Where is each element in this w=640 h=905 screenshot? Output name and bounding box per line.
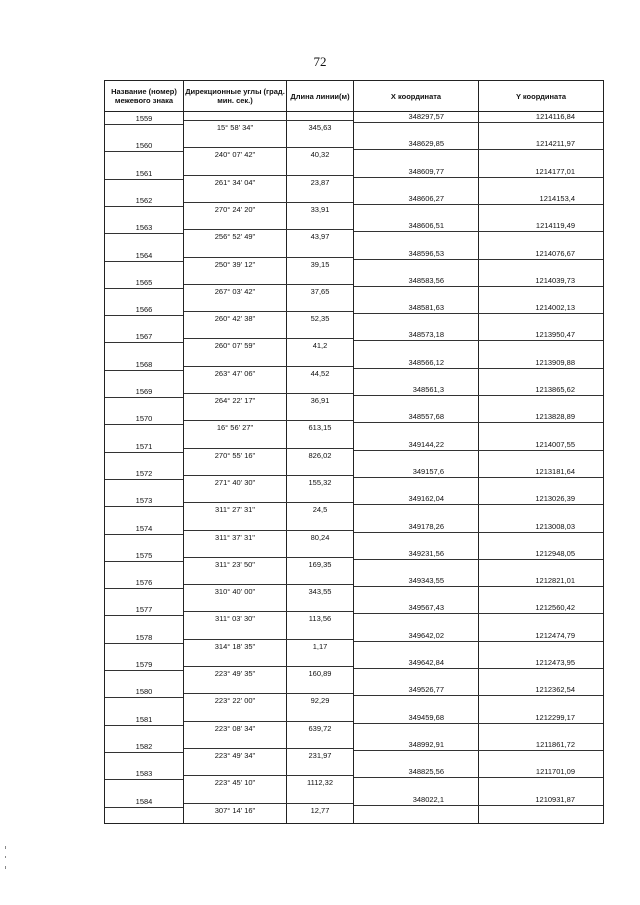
row-divider xyxy=(105,588,183,589)
direction-angle: 223° 45' 10" xyxy=(214,778,256,788)
direction-angle: 240° 07' 42" xyxy=(214,150,256,160)
x-coordinate: 349144,22 xyxy=(408,439,444,449)
row-divider xyxy=(184,202,353,203)
y-coordinate: 1213008,03 xyxy=(535,521,575,531)
point-name: 1571 xyxy=(135,441,153,451)
y-coordinate: 1214007,55 xyxy=(535,439,575,449)
row-divider xyxy=(105,124,183,125)
point-name: 1573 xyxy=(135,496,153,506)
row-divider xyxy=(354,313,603,314)
row-divider xyxy=(184,557,353,558)
row-divider xyxy=(354,559,603,560)
page-number: 72 xyxy=(313,54,327,69)
y-coordinate: 1213950,47 xyxy=(535,330,575,340)
y-coordinate: 1212299,17 xyxy=(535,712,575,722)
y-coordinate: 1214116,84 xyxy=(535,112,575,121)
row-divider xyxy=(105,534,183,535)
x-coordinate: 349642,84 xyxy=(408,658,444,667)
line-length: 33,91 xyxy=(310,204,330,214)
line-length: 43,97 xyxy=(310,232,330,242)
x-coordinate: 348596,53 xyxy=(408,248,444,258)
row-divider xyxy=(105,725,183,726)
line-length: 160,89 xyxy=(308,669,332,678)
direction-angle: 270° 24' 20" xyxy=(214,204,256,214)
row-divider xyxy=(105,697,183,698)
direction-angle: 311° 37' 31" xyxy=(215,532,255,542)
row-divider xyxy=(105,643,183,644)
row-divider xyxy=(354,177,603,178)
row-divider xyxy=(105,424,183,425)
row-divider xyxy=(184,584,353,585)
line-length: 113,56 xyxy=(308,614,332,624)
point-name: 1579 xyxy=(135,660,153,669)
row-divider xyxy=(184,611,353,612)
row-divider xyxy=(354,368,603,369)
row-divider xyxy=(184,502,353,503)
row-divider xyxy=(184,311,353,312)
point-name: 1570 xyxy=(135,414,153,424)
x-coordinate: 349459,68 xyxy=(408,712,444,722)
x-coordinate: 348606,27 xyxy=(408,193,444,203)
point-name: 1562 xyxy=(135,195,153,205)
row-divider xyxy=(354,750,603,751)
y-coordinate: 1213865,62 xyxy=(535,385,575,394)
row-divider xyxy=(184,175,353,176)
row-divider xyxy=(354,695,603,696)
y-coordinate: 1212362,54 xyxy=(535,685,575,695)
line-length: 345,63 xyxy=(308,123,332,132)
header-x-coordinate: X координата xyxy=(390,91,442,101)
point-name: 1577 xyxy=(135,605,153,615)
row-divider xyxy=(354,477,603,478)
y-coordinate: 1214211,97 xyxy=(535,139,575,149)
point-name: 1567 xyxy=(135,332,153,342)
x-coordinate: 348566,12 xyxy=(408,357,444,367)
point-name: 1581 xyxy=(135,714,153,724)
x-coordinate: 348561,3 xyxy=(412,385,444,394)
row-divider xyxy=(105,479,183,480)
line-length: 23,87 xyxy=(310,177,330,187)
point-name: 1583 xyxy=(135,769,153,779)
table-header xyxy=(105,81,603,112)
direction-angle: 223° 49' 35" xyxy=(214,669,256,678)
point-name: 1560 xyxy=(135,141,153,151)
row-divider xyxy=(105,615,183,616)
y-coordinate: 1213181,64 xyxy=(535,466,575,476)
y-coordinate: 1214002,13 xyxy=(535,303,575,313)
y-coordinate: 1214153,4 xyxy=(539,193,575,203)
table-body xyxy=(105,112,603,823)
row-divider xyxy=(184,257,353,258)
y-coordinate: 1212948,05 xyxy=(535,548,575,558)
row-divider xyxy=(184,366,353,367)
x-coordinate: 348825,56 xyxy=(408,767,444,777)
row-divider xyxy=(105,670,183,671)
direction-angle: 223° 49' 34" xyxy=(214,750,256,760)
point-name: 1572 xyxy=(135,468,153,478)
direction-angle: 15° 58' 34" xyxy=(216,123,254,132)
x-coordinate: 349567,43 xyxy=(408,603,444,613)
row-divider xyxy=(105,261,183,262)
x-coordinate: 348297,57 xyxy=(408,112,444,121)
row-divider xyxy=(105,807,183,808)
row-divider xyxy=(354,422,603,423)
x-coordinate: 349642,02 xyxy=(408,630,444,640)
y-coordinate: 1211701,09 xyxy=(535,767,575,777)
row-divider xyxy=(184,666,353,667)
y-coordinate: 1213828,89 xyxy=(535,412,575,422)
scan-mark xyxy=(5,846,6,849)
point-name: 1565 xyxy=(135,277,153,287)
line-length: 36,91 xyxy=(310,396,330,405)
point-name: 1580 xyxy=(135,687,153,697)
header-direction-angle: Дирекционные углы (град. мин. сек.) xyxy=(185,87,285,105)
line-length: 169,35 xyxy=(308,559,332,569)
direction-angle: 311° 23' 50" xyxy=(215,559,255,569)
row-divider xyxy=(354,149,603,150)
row-divider xyxy=(184,775,353,776)
direction-angle: 314° 18' 35" xyxy=(214,641,256,651)
row-divider xyxy=(184,420,353,421)
row-divider xyxy=(105,561,183,562)
point-name: 1574 xyxy=(135,523,153,533)
line-length: 639,72 xyxy=(308,723,332,733)
point-name: 1559 xyxy=(135,114,153,123)
direction-angle: 311° 03' 30" xyxy=(215,614,255,624)
x-coordinate: 348629,85 xyxy=(408,139,444,149)
row-divider xyxy=(184,120,353,121)
direction-angle: 16° 56' 27" xyxy=(216,423,254,433)
row-divider xyxy=(354,532,603,533)
x-coordinate: 348609,77 xyxy=(408,166,444,176)
line-length: 343,55 xyxy=(308,587,332,597)
direction-angle: 270° 55' 16" xyxy=(214,450,256,460)
point-name: 1575 xyxy=(135,550,153,560)
row-divider xyxy=(354,450,603,451)
row-divider xyxy=(105,370,183,371)
row-divider xyxy=(184,338,353,339)
row-divider xyxy=(184,448,353,449)
row-divider xyxy=(354,586,603,587)
direction-angle: 307° 14' 16" xyxy=(214,805,256,815)
x-coordinate: 348606,51 xyxy=(408,221,444,231)
point-name: 1582 xyxy=(135,741,153,751)
line-length: 39,15 xyxy=(310,259,330,269)
row-divider xyxy=(354,805,603,806)
row-divider xyxy=(105,779,183,780)
row-divider xyxy=(184,475,353,476)
line-length: 12,77 xyxy=(310,805,330,815)
x-coordinate: 348992,91 xyxy=(408,739,444,749)
x-coordinate: 348583,56 xyxy=(408,275,444,285)
coordinates-table xyxy=(104,80,604,824)
x-coordinate: 348022,1 xyxy=(412,794,444,804)
row-divider xyxy=(105,315,183,316)
x-coordinate: 348581,63 xyxy=(408,303,444,313)
line-length: 24,5 xyxy=(312,505,328,515)
line-length: 40,32 xyxy=(310,150,330,160)
direction-angle: 267° 03' 42" xyxy=(214,286,256,296)
row-divider xyxy=(184,284,353,285)
row-divider xyxy=(184,147,353,148)
x-coordinate: 349526,77 xyxy=(408,685,444,695)
direction-angle: 311° 27' 31" xyxy=(215,505,255,515)
y-coordinate: 1212821,01 xyxy=(535,576,575,586)
row-divider xyxy=(105,506,183,507)
point-name: 1569 xyxy=(135,387,153,396)
row-divider xyxy=(105,452,183,453)
point-name: 1564 xyxy=(135,250,153,260)
x-coordinate: 349231,56 xyxy=(408,548,444,558)
row-divider xyxy=(354,641,603,642)
y-coordinate: 1214076,67 xyxy=(535,248,575,258)
line-length: 41,2 xyxy=(312,341,328,351)
row-divider xyxy=(354,231,603,232)
line-length: 155,32 xyxy=(308,477,332,487)
row-divider xyxy=(184,530,353,531)
point-name: 1576 xyxy=(135,578,153,588)
row-divider xyxy=(354,504,603,505)
line-length: 44,52 xyxy=(310,368,330,378)
direction-angle: 250° 39' 12" xyxy=(214,259,256,269)
direction-angle: 256° 52' 49" xyxy=(214,232,256,242)
scan-mark xyxy=(5,856,6,858)
direction-angle: 223° 08' 34" xyxy=(214,723,256,733)
row-divider xyxy=(354,259,603,260)
y-coordinate: 1213026,39 xyxy=(535,494,575,504)
row-divider xyxy=(184,748,353,749)
header-line-length: Длина линии(м) xyxy=(290,91,350,101)
row-divider xyxy=(354,122,603,123)
row-divider xyxy=(105,752,183,753)
row-divider xyxy=(184,803,353,804)
y-coordinate: 1214039,73 xyxy=(535,275,575,285)
x-coordinate: 348557,68 xyxy=(408,412,444,422)
direction-angle: 261° 34' 04" xyxy=(214,177,256,187)
y-coordinate: 1212473,95 xyxy=(535,658,575,667)
scan-mark xyxy=(5,866,6,869)
y-coordinate: 1212474,79 xyxy=(535,630,575,640)
row-divider xyxy=(105,288,183,289)
row-divider xyxy=(105,206,183,207)
direction-angle: 223° 22' 00" xyxy=(214,696,256,706)
row-divider xyxy=(105,233,183,234)
row-divider xyxy=(354,668,603,669)
row-divider xyxy=(354,395,603,396)
x-coordinate: 349162,04 xyxy=(408,494,444,504)
line-length: 52,35 xyxy=(310,314,330,324)
point-name: 1584 xyxy=(135,796,153,806)
row-divider xyxy=(184,639,353,640)
line-length: 1112,32 xyxy=(307,778,333,788)
y-coordinate: 1210931,87 xyxy=(535,794,575,804)
direction-angle: 260° 42' 38" xyxy=(214,314,256,324)
point-name: 1566 xyxy=(135,305,153,315)
point-name: 1563 xyxy=(135,223,153,233)
line-length: 80,24 xyxy=(310,532,330,542)
row-divider xyxy=(354,204,603,205)
row-divider xyxy=(354,777,603,778)
line-length: 1,17 xyxy=(312,641,328,651)
direction-angle: 310° 40' 00" xyxy=(214,587,256,597)
point-name: 1578 xyxy=(135,632,153,642)
row-divider xyxy=(184,693,353,694)
header-y-coordinate: Y координата xyxy=(515,91,567,101)
row-divider xyxy=(354,723,603,724)
point-name: 1568 xyxy=(135,359,153,369)
y-coordinate: 1212560,42 xyxy=(535,603,575,613)
line-length: 231,97 xyxy=(308,750,332,760)
row-divider xyxy=(184,721,353,722)
row-divider xyxy=(354,613,603,614)
row-divider xyxy=(105,397,183,398)
x-coordinate: 349178,26 xyxy=(408,521,444,531)
point-name: 1561 xyxy=(135,168,153,178)
row-divider xyxy=(105,179,183,180)
row-divider xyxy=(105,151,183,152)
y-coordinate: 1213909,88 xyxy=(535,357,575,367)
line-length: 613,15 xyxy=(308,423,332,433)
line-length: 826,02 xyxy=(308,450,332,460)
y-coordinate: 1214177,01 xyxy=(535,166,575,176)
direction-angle: 260° 07' 59" xyxy=(214,341,256,351)
direction-angle: 263° 47' 06" xyxy=(214,368,256,378)
row-divider xyxy=(184,393,353,394)
header-point-name: Название (номер) межевого знака xyxy=(111,87,177,105)
row-divider xyxy=(184,229,353,230)
x-coordinate: 349343,55 xyxy=(408,576,444,586)
row-divider xyxy=(354,286,603,287)
line-length: 92,29 xyxy=(310,696,330,706)
row-divider xyxy=(105,342,183,343)
row-divider xyxy=(354,340,603,341)
x-coordinate: 348573,18 xyxy=(408,330,444,340)
direction-angle: 271° 40' 30" xyxy=(214,477,256,487)
line-length: 37,65 xyxy=(310,286,330,296)
direction-angle: 264° 22' 17" xyxy=(214,396,256,405)
y-coordinate: 1211861,72 xyxy=(535,739,575,749)
y-coordinate: 1214119,49 xyxy=(535,221,575,231)
x-coordinate: 349157,6 xyxy=(412,466,444,476)
